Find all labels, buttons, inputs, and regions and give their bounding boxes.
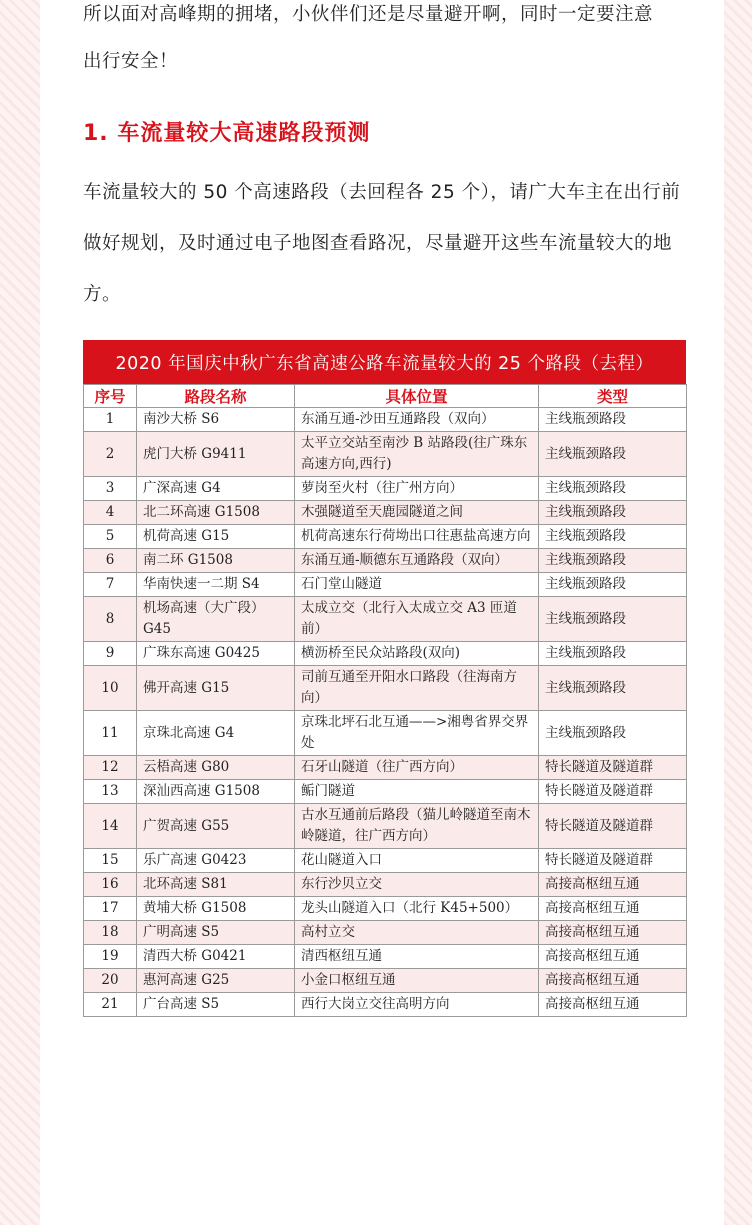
table-row	[84, 642, 687, 666]
cell-type: 主线瓶颈路段	[539, 477, 687, 501]
cell-no: 5	[84, 525, 137, 549]
cell-location: 司前互通至开阳水口路段（往海南方向）	[295, 666, 539, 711]
cell-location: 花山隧道入口	[295, 849, 539, 873]
table-row	[84, 501, 687, 525]
cell-no: 7	[84, 573, 137, 597]
cell-name: 黄埔大桥 G1508	[137, 897, 295, 921]
cell-location: 京珠北坪石北互通——>湘粤省界交界处	[295, 711, 539, 756]
cell-location: 太平立交站至南沙 B 站路段(往广珠东高速方向,西行)	[295, 432, 539, 477]
cell-type: 高接高枢纽互通	[539, 897, 687, 921]
cell-location: 清西枢纽互通	[295, 945, 539, 969]
table-row	[84, 993, 687, 1017]
cell-name: 南沙大桥 S6	[137, 408, 295, 432]
cell-no: 2	[84, 432, 137, 477]
cell-type: 主线瓶颈路段	[539, 711, 687, 756]
cell-name: 机荷高速 G15	[137, 525, 295, 549]
cell-location: 古水互通前后路段（猫儿岭隧道至南木岭隧道，往广西方向）	[295, 804, 539, 849]
cell-location: 龙头山隧道入口（北行 K45+500）	[295, 897, 539, 921]
cell-name: 北环高速 S81	[137, 873, 295, 897]
intro-line-2: 出行安全！	[83, 51, 179, 72]
cell-name: 广台高速 S5	[137, 993, 295, 1017]
traffic-table-container	[83, 340, 686, 1017]
cell-type: 主线瓶颈路段	[539, 642, 687, 666]
header-type: 类型	[539, 385, 687, 408]
cell-type: 高接高枢纽互通	[539, 945, 687, 969]
cell-type: 主线瓶颈路段	[539, 666, 687, 711]
table-row	[84, 804, 687, 849]
cell-location: 木强隧道至天鹿园隧道之间	[295, 501, 539, 525]
cell-no: 15	[84, 849, 137, 873]
cell-location: 东涌互通-沙田互通路段（双向）	[295, 408, 539, 432]
cell-no: 11	[84, 711, 137, 756]
cell-no: 10	[84, 666, 137, 711]
article-content	[40, 0, 726, 1225]
cell-type: 主线瓶颈路段	[539, 525, 687, 549]
cell-no: 21	[84, 993, 137, 1017]
cell-name: 虎门大桥 G9411	[137, 432, 295, 477]
cell-no: 4	[84, 501, 137, 525]
cell-no: 12	[84, 756, 137, 780]
cell-type: 高接高枢纽互通	[539, 873, 687, 897]
cell-name: 云梧高速 G80	[137, 756, 295, 780]
table-row	[84, 711, 687, 756]
table-row	[84, 780, 687, 804]
cell-type: 主线瓶颈路段	[539, 573, 687, 597]
cell-name: 乐广高速 G0423	[137, 849, 295, 873]
left-pattern-margin	[0, 0, 40, 1225]
section-heading: 1. 车流量较大高速路段预测	[83, 121, 371, 146]
cell-name: 京珠北高速 G4	[137, 711, 295, 756]
table-row	[84, 849, 687, 873]
cell-name: 广深高速 G4	[137, 477, 295, 501]
intro-line-1: 所以面对高峰期的拥堵，小伙伴们还是尽量避开啊，同时一定要注意	[83, 4, 654, 25]
cell-type: 主线瓶颈路段	[539, 549, 687, 573]
cell-name: 南二环 G1508	[137, 549, 295, 573]
cell-type: 特长隧道及隧道群	[539, 780, 687, 804]
cell-no: 8	[84, 597, 137, 642]
table-row	[84, 921, 687, 945]
cell-no: 14	[84, 804, 137, 849]
cell-type: 高接高枢纽互通	[539, 969, 687, 993]
cell-no: 17	[84, 897, 137, 921]
cell-type: 主线瓶颈路段	[539, 432, 687, 477]
cell-no: 19	[84, 945, 137, 969]
cell-location: 西行大岗立交往高明方向	[295, 993, 539, 1017]
cell-location: 萝岗至火村（往广州方向）	[295, 477, 539, 501]
cell-location: 机荷高速东行荷坳出口往惠盐高速方向	[295, 525, 539, 549]
table-row	[84, 432, 687, 477]
cell-type: 高接高枢纽互通	[539, 993, 687, 1017]
header-name: 路段名称	[137, 385, 295, 408]
cell-type: 高接高枢纽互通	[539, 921, 687, 945]
cell-type: 主线瓶颈路段	[539, 597, 687, 642]
cell-no: 16	[84, 873, 137, 897]
cell-name: 机场高速（大广段）G45	[137, 597, 295, 642]
cell-no: 1	[84, 408, 137, 432]
cell-location: 太成立交（北行入太成立交 A3 匝道前）	[295, 597, 539, 642]
table-row	[84, 666, 687, 711]
table-row	[84, 597, 687, 642]
cell-name: 深汕西高速 G1508	[137, 780, 295, 804]
table-row	[84, 549, 687, 573]
cell-name: 清西大桥 G0421	[137, 945, 295, 969]
cell-no: 18	[84, 921, 137, 945]
cell-no: 13	[84, 780, 137, 804]
cell-location: 东行沙贝立交	[295, 873, 539, 897]
cell-name: 广明高速 S5	[137, 921, 295, 945]
table-row	[84, 408, 687, 432]
cell-location: 小金口枢纽互通	[295, 969, 539, 993]
cell-type: 特长隧道及隧道群	[539, 756, 687, 780]
cell-no: 9	[84, 642, 137, 666]
cell-type: 主线瓶颈路段	[539, 408, 687, 432]
header-location: 具体位置	[295, 385, 539, 408]
table-row	[84, 873, 687, 897]
cell-name: 广贺高速 G55	[137, 804, 295, 849]
cell-location: 鲘门隧道	[295, 780, 539, 804]
header-no: 序号	[84, 385, 137, 408]
cell-type: 主线瓶颈路段	[539, 501, 687, 525]
table-row	[84, 477, 687, 501]
table-row	[84, 969, 687, 993]
cell-location: 横沥桥至民众站路段(双向)	[295, 642, 539, 666]
cell-name: 广珠东高速 G0425	[137, 642, 295, 666]
traffic-table	[83, 384, 687, 1017]
table-row	[84, 897, 687, 921]
table-title: 2020 年国庆中秋广东省高速公路车流量较大的 25 个路段（去程）	[83, 340, 686, 384]
cell-type: 特长隧道及隧道群	[539, 804, 687, 849]
right-pattern-margin	[724, 0, 752, 1225]
cell-name: 惠河高速 G25	[137, 969, 295, 993]
cell-location: 高村立交	[295, 921, 539, 945]
table-row	[84, 573, 687, 597]
cell-name: 华南快速一二期 S4	[137, 573, 295, 597]
cell-name: 北二环高速 G1508	[137, 501, 295, 525]
section-body: 车流量较大的 50 个高速路段（去回程各 25 个），请广大车主在出行前做好规划，及时通过电子地图查看路况，尽量避开这些车流量较大的地方。	[83, 182, 681, 305]
cell-name: 佛开高速 G15	[137, 666, 295, 711]
table-row	[84, 525, 687, 549]
cell-no: 20	[84, 969, 137, 993]
cell-location: 东涌互通-顺德东互通路段（双向）	[295, 549, 539, 573]
cell-type: 特长隧道及隧道群	[539, 849, 687, 873]
cell-no: 6	[84, 549, 137, 573]
cell-location: 石门堂山隧道	[295, 573, 539, 597]
cell-location: 石牙山隧道（往广西方向）	[295, 756, 539, 780]
cell-no: 3	[84, 477, 137, 501]
table-header-row	[84, 385, 687, 408]
table-row	[84, 945, 687, 969]
table-row	[84, 756, 687, 780]
